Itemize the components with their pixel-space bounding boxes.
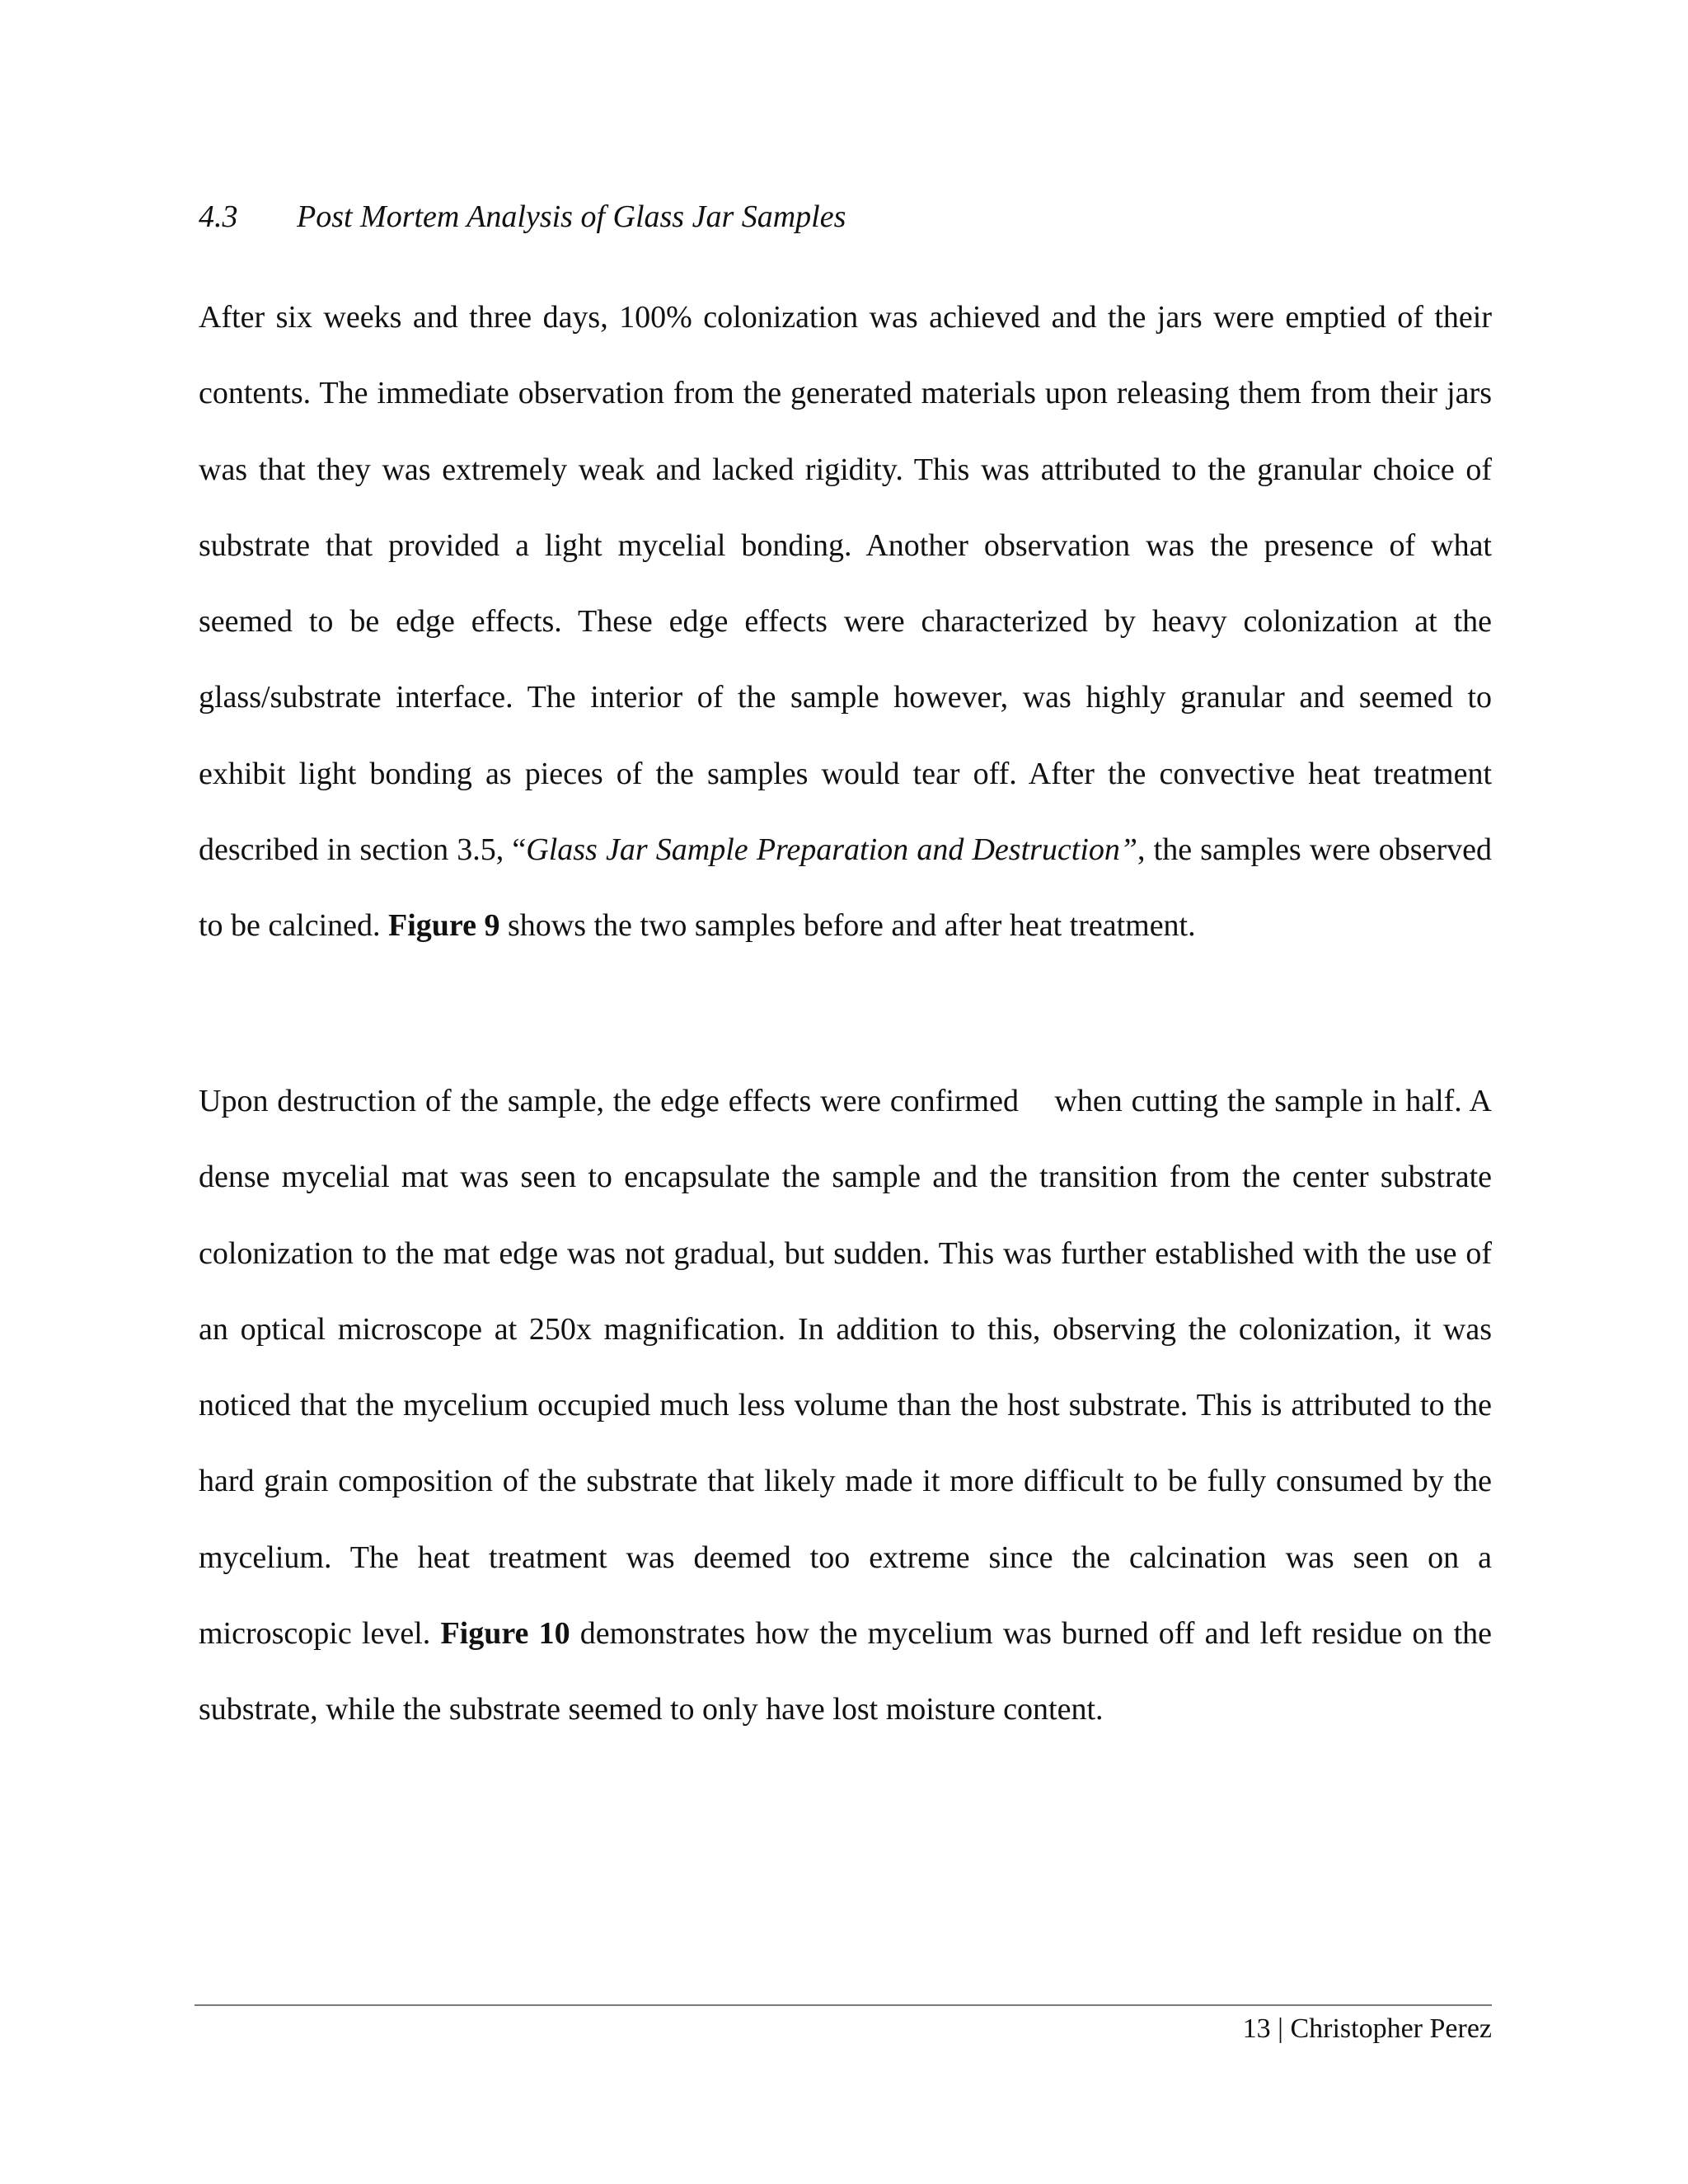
- author-name: Christopher Perez: [1290, 2013, 1492, 2044]
- paragraph-post-mortem-observations: [199, 279, 1492, 964]
- paragraph-destruction-findings: [199, 1063, 1492, 1748]
- section-title: Post Mortem Analysis of Glass Jar Samples: [297, 199, 846, 234]
- section-heading: [199, 196, 846, 237]
- footer-divider: [195, 2004, 1492, 2006]
- paragraph-text: , the samples were observed to be calcined.: [199, 832, 1492, 944]
- page-number: 13: [1242, 2013, 1271, 2044]
- paragraph-text: After six weeks and three days, 100% colonization was achieved and the jars were emptied of their contents. The immediate observation from the generated materials upon releasing them from their jars was that they was extremely weak and lacked rigidity. This was attributed to the granular choice of substrate that provided a light mycelial bonding. Another observation was the presence of what seemed to be edge effects. These edge effects were characterized by heavy colonization at the glass/substrate interface. The interior of the sample however, was highly granular and seemed to exhibit light bonding as pieces of the samples would tear off. After the convective heat treatment described in section 3.5, “: [199, 300, 1492, 868]
- section-number: 4.3: [199, 199, 238, 234]
- figure-reference: Figure 9: [388, 908, 500, 944]
- paragraph-text: shows the two samples before and after heat treatment.: [499, 908, 1196, 944]
- page-footer: [1243, 2009, 1492, 2049]
- paragraph-text: demonstrates how the mycelium was burned off and left residue on the substrate, while the substrate seemed to only have lost moisture content.: [199, 1616, 1493, 1727]
- figure-reference: Figure 10: [440, 1616, 570, 1652]
- footer-separator: |: [1278, 2013, 1283, 2044]
- paragraph-text: Upon destruction of the sample, the edge effects were confirmed when cutting the sample in half. A dense mycelial mat was seen to encapsulate the sample and the transition from the center substrate colonization to the mat edge was not gradual, but sudden. This was further established with the use of an optical microscope at 250x magnification. In addition to this, observing the colonization, it was noticed that the mycelium occupied much less volume than the host substrate. This is attributed to the hard grain composition of the substrate that likely made it more difficult to be fully consumed by the mycelium. The heat treatment was deemed too extreme since the calcination was seen on a microscopic level.: [199, 1084, 1492, 1652]
- section-reference-italic: Glass Jar Sample Preparation and Destruction”: [526, 832, 1138, 868]
